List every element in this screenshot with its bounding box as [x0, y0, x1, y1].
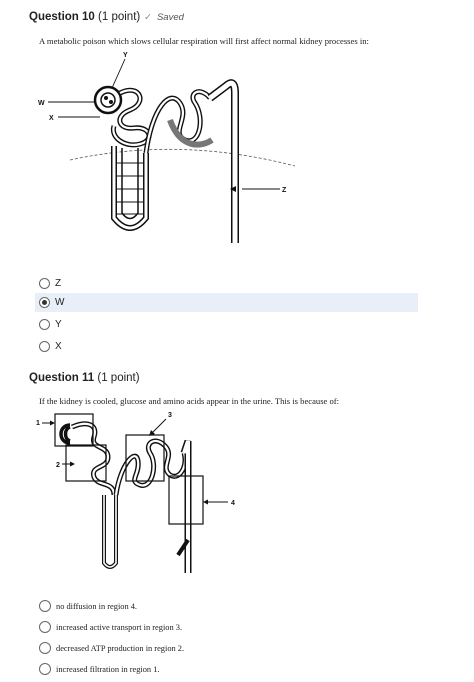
bowmans-capsule — [95, 87, 121, 113]
option-label: W — [55, 297, 65, 308]
bowmans-capsule — [61, 425, 70, 443]
option-label: Z — [55, 278, 62, 289]
option-label: increased active transport in region 3. — [56, 622, 183, 632]
q10-option-y[interactable] — [35, 315, 62, 334]
q11-option-4[interactable] — [35, 661, 160, 677]
label-y: Y — [123, 52, 128, 59]
loop-of-henle — [104, 495, 116, 567]
radio-button[interactable] — [39, 600, 51, 612]
option-label: increased filtration in region 1. — [56, 664, 160, 674]
label-x: X — [49, 115, 54, 122]
peritubular-capillary — [170, 120, 212, 145]
q11-option-3[interactable] — [35, 640, 184, 656]
q10-option-z[interactable] — [35, 274, 61, 293]
loop-of-henle — [114, 146, 146, 228]
label-4: 4 — [231, 500, 235, 507]
question-11-number: Question 11 — [29, 372, 95, 384]
radio-button[interactable] — [39, 341, 50, 352]
saved-status — [144, 12, 184, 23]
capillary-network — [116, 163, 144, 214]
q11-option-1[interactable] — [35, 598, 137, 614]
label-z: Z — [282, 187, 287, 194]
option-label: decreased ATP production in region 2. — [56, 643, 185, 653]
cortex-boundary — [70, 149, 295, 166]
collecting-duct — [210, 83, 235, 243]
question-10-prompt: A metabolic poison which slows cellular respiration will first affect normal kidney processes in: — [39, 36, 369, 46]
glomerulus — [101, 93, 115, 107]
question-11-title — [29, 372, 140, 384]
option-label: X — [55, 341, 62, 352]
q11-option-2[interactable] — [35, 619, 182, 635]
label-1: 1 — [36, 420, 40, 427]
radio-button[interactable] — [39, 642, 51, 654]
question-11-points: (1 point) — [97, 372, 140, 384]
label-3: 3 — [168, 412, 172, 419]
radio-button[interactable] — [39, 621, 51, 633]
radio-button[interactable] — [39, 319, 50, 330]
nephron-diagram-q10 — [30, 48, 310, 253]
q10-option-x[interactable] — [35, 337, 62, 356]
check-icon: ✓ — [144, 12, 152, 23]
proximal-tubule — [113, 90, 149, 145]
question-10-number: Question 10 — [29, 11, 95, 23]
question-11-prompt: If the kidney is cooled, glucose and amino acids appear in the urine. This is because of: — [39, 396, 340, 406]
saved-label: Saved — [156, 12, 184, 23]
radio-button-selected[interactable] — [39, 297, 50, 308]
question-10-points: (1 point) — [98, 11, 141, 23]
label-w: W — [38, 100, 45, 107]
radio-button[interactable] — [39, 663, 51, 675]
label-2: 2 — [56, 462, 60, 469]
q10-option-w[interactable] — [35, 293, 418, 312]
option-label: Y — [55, 319, 62, 330]
radio-button[interactable] — [39, 278, 50, 289]
nephron-diagram-q11 — [28, 405, 258, 580]
option-label: no diffusion in region 4. — [56, 601, 138, 611]
question-10-title — [29, 11, 140, 23]
